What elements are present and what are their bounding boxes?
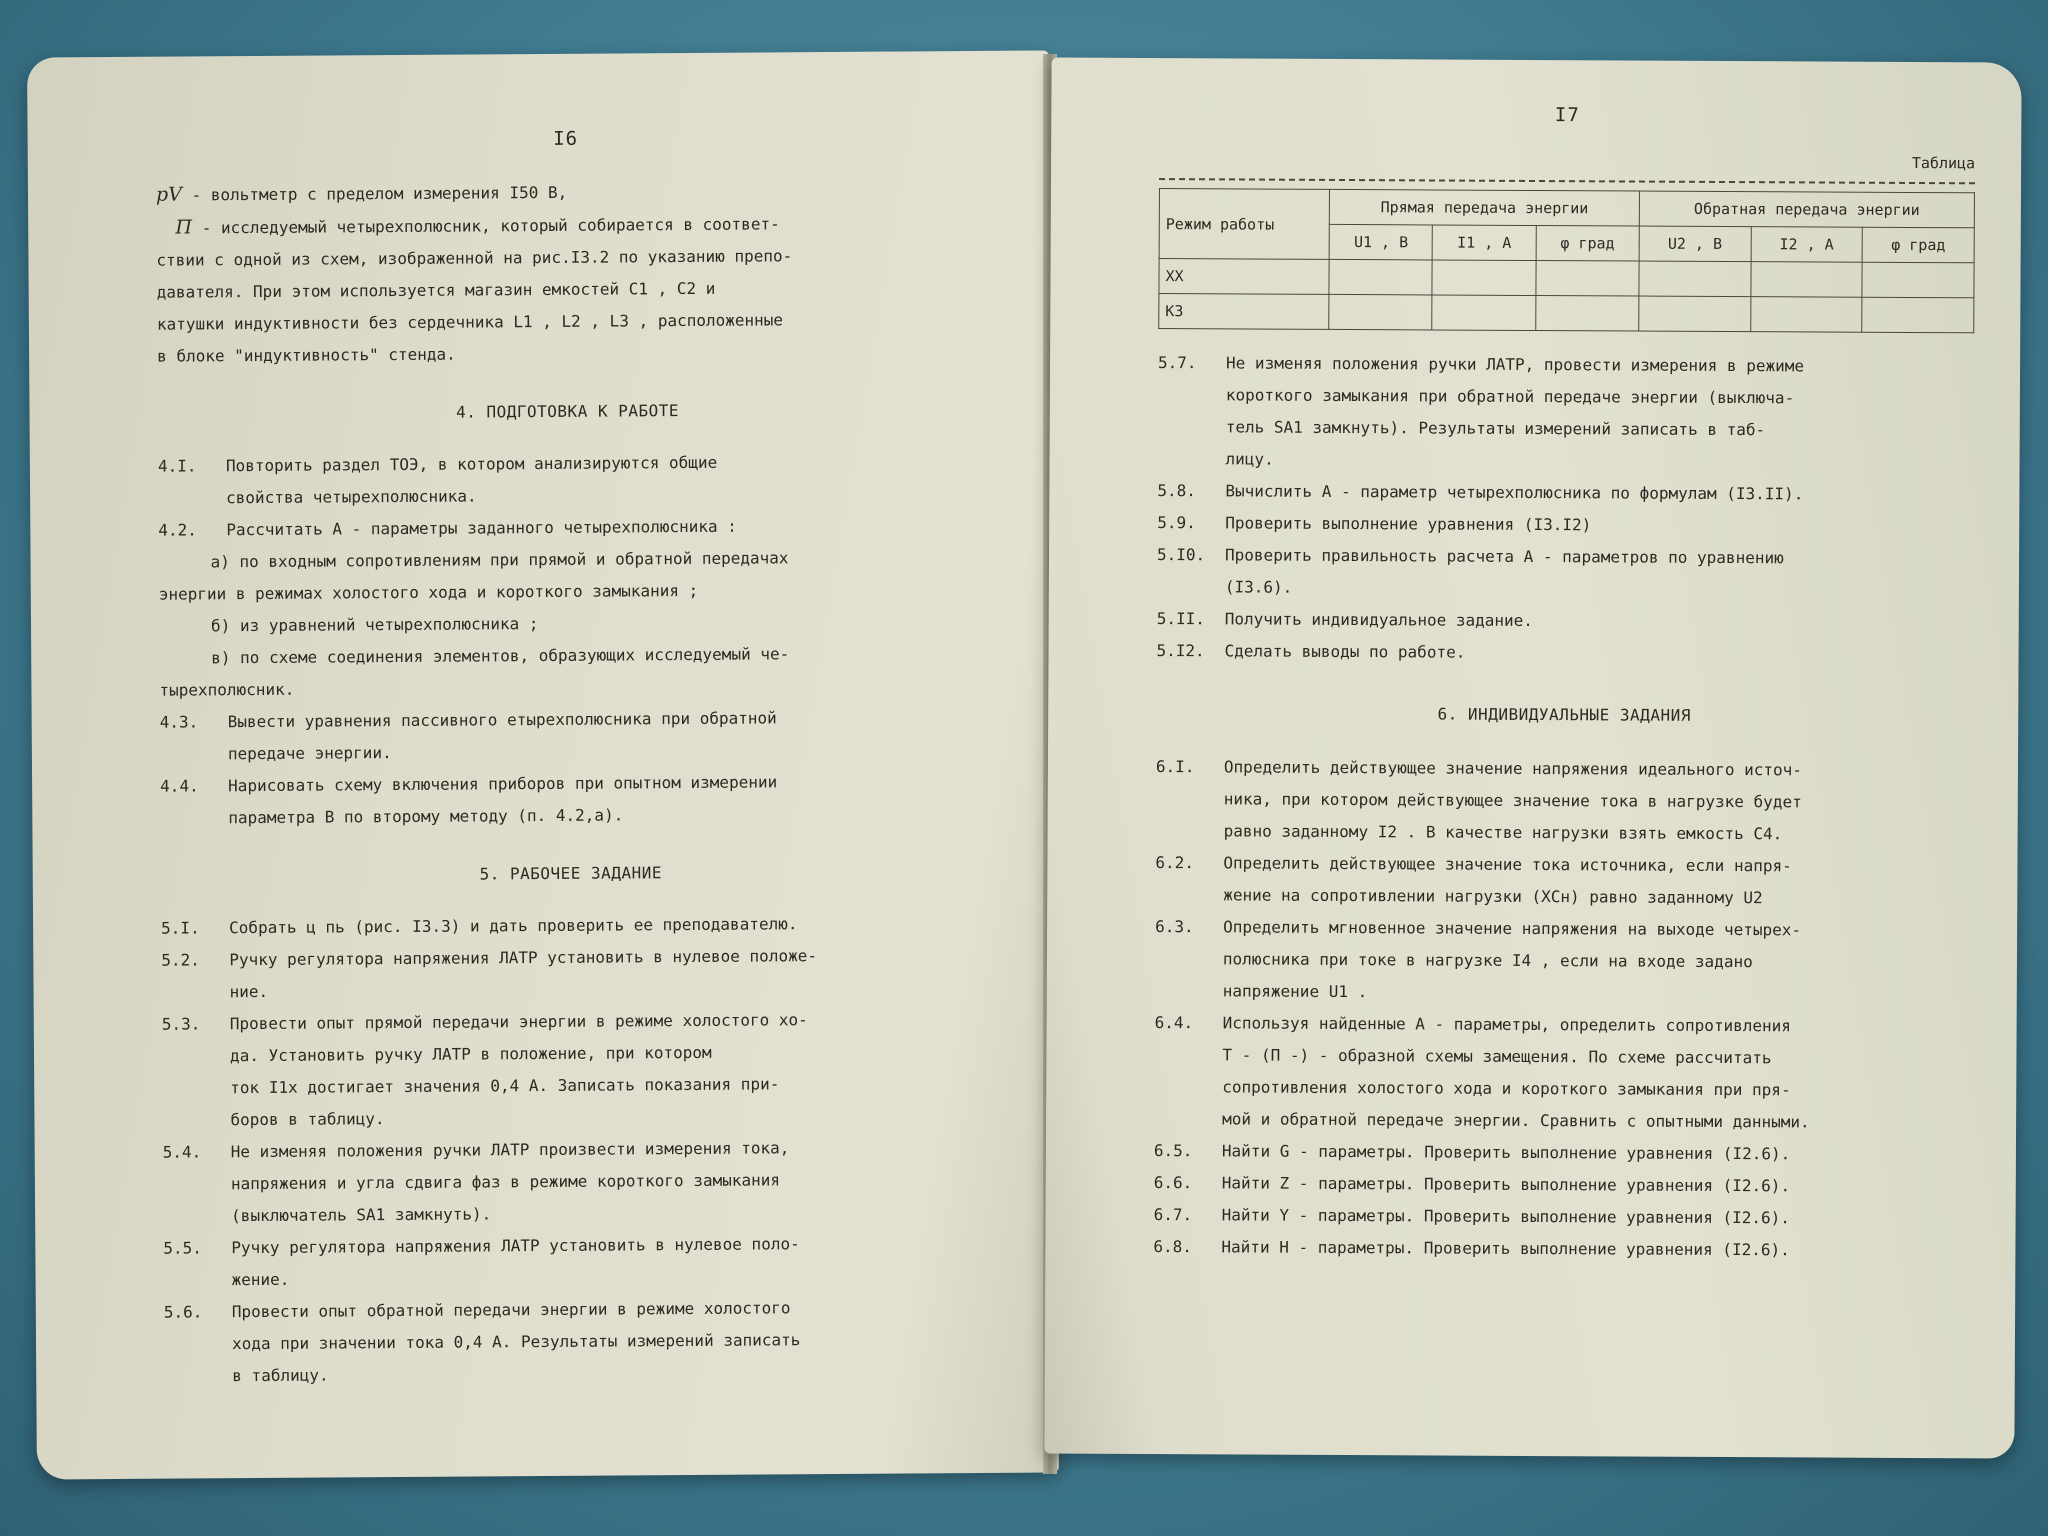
column-header: φ град xyxy=(1536,226,1639,262)
measurement-table xyxy=(1158,188,1975,333)
list-item: 4.4. Нарисовать схему включения приборов при опытном измерении xyxy=(160,772,778,796)
column-header: φ град xyxy=(1862,227,1974,263)
table-row xyxy=(1159,294,1974,333)
right-page xyxy=(1044,57,2021,1458)
list-item-continuation: напряжения и угла сдвига фаз в режиме короткого замыкания xyxy=(230,1170,781,1194)
intro-block xyxy=(156,173,977,373)
list-item-continuation: (I3.6). xyxy=(1224,577,1293,597)
list-item-continuation: жение. xyxy=(231,1269,290,1290)
list-item: 6.8. Найти H - параметры. Проверить выполнение уравнения (I2.6). xyxy=(1153,1237,1790,1260)
table-cell xyxy=(1862,262,1974,298)
list-item: 5.I. Собрать ц пь (рис. I3.3) и дать проверить ее преподавателю. xyxy=(161,914,798,938)
list-item-continuation: боров в таблицу. xyxy=(230,1109,385,1130)
intro-line: давателя. При этом используется магазин емкостей C1 , C2 и xyxy=(156,278,716,302)
list-item-continuation: да. Установить ручку ЛАТР в положение, при котором xyxy=(229,1042,712,1066)
table-cell xyxy=(1536,261,1639,297)
intro-line: pV - вольтметр с пределом измерения I50 В, xyxy=(155,182,568,206)
list-item: 5.3. Провести опыт прямой передачи энергии в режиме холостого хо- xyxy=(161,1010,808,1034)
list-item: 5.2. Ручку регулятора напряжения ЛАТР установить в нулевое положе- xyxy=(161,946,818,970)
reverse-group-header: Обратная передача энергии xyxy=(1639,191,1974,228)
section-5-continued-list xyxy=(1156,347,1974,671)
list-item: 6.3. Определить мгновенное значение напряжения на выходе четырех- xyxy=(1155,917,1802,940)
list-item-continuation: (выключатель SA1 замкнуть). xyxy=(231,1204,492,1226)
measurement-table-wrap xyxy=(1158,178,1975,333)
page-number-right: I7 xyxy=(1554,104,1580,127)
list-item: 4.I. Повторить раздел ТОЭ, в котором анализируются общие xyxy=(157,452,718,476)
table-cell xyxy=(1639,261,1751,297)
list-item-continuation: параметра B по второму методу (п. 4.2,а). xyxy=(228,805,624,828)
table-caption: Таблица xyxy=(1911,153,1976,173)
mode-header: Режим работы xyxy=(1159,189,1330,260)
table-cell xyxy=(1432,295,1535,331)
list-item-continuation: сопротивления холостого хода и короткого замыкания при пря- xyxy=(1222,1077,1791,1100)
list-item: 6.5. Найти G - параметры. Проверить выполнение уравнения (I2.6). xyxy=(1153,1141,1791,1164)
list-item-continuation: энергии в режимах холостого хода и короткого замыкания ; xyxy=(158,580,699,604)
list-item-continuation: лицу. xyxy=(1225,449,1274,469)
table-cell xyxy=(1535,296,1638,332)
list-item: 5.I0. Проверить правильность расчета A - параметров по уравнению xyxy=(1157,545,1784,568)
table-rule xyxy=(1159,178,1975,184)
section-6-list xyxy=(1153,751,1972,1267)
section-4-heading: 4. ПОДГОТОВКА К РАБОТЕ xyxy=(455,401,680,422)
table-cell xyxy=(1862,297,1974,333)
list-item: 5.9. Проверить выполнение уравнения (I3.I2) xyxy=(1157,513,1592,535)
section-6-heading: 6. ИНДИВИДУАЛЬНЫЕ ЗАДАНИЯ xyxy=(1437,704,1691,725)
intro-line: ствии с одной из схем, изображенной на рис.I3.2 по указанию препо- xyxy=(156,246,793,270)
list-item-continuation: ние. xyxy=(229,981,269,1002)
list-item: 6.7. Найти Y - параметры. Проверить выполнение уравнения (I2.6). xyxy=(1153,1205,1790,1228)
list-item: 5.II. Получить индивидуальное задание. xyxy=(1156,609,1534,630)
table-cell xyxy=(1432,260,1535,296)
row-label: КЗ xyxy=(1159,294,1329,330)
list-item-continuation: жение на сопротивлении нагрузки (XCн) равно заданному U2 xyxy=(1223,885,1763,908)
list-item-continuation: ток I1x достигает значения 0,4 А. Записать показания при- xyxy=(230,1074,780,1098)
forward-group-header: Прямая передача энергии xyxy=(1330,189,1640,226)
list-item: 5.I2. Сделать выводы по работе. xyxy=(1156,641,1466,662)
list-item: 6.I. Определить действующее значение напряжения идеального источ- xyxy=(1155,757,1802,780)
list-item: 5.5. Ручку регулятора напряжения ЛАТР установить в нулевое поло- xyxy=(163,1234,800,1258)
list-item-continuation: передаче энергии. xyxy=(227,743,392,764)
list-item: 5.4. Не изменяя положения ручки ЛАТР произвести измерения тока, xyxy=(162,1138,790,1162)
table-cell xyxy=(1329,294,1432,330)
list-item: 5.7. Не изменяя положения ручки ЛАТР, провести измерения в режиме xyxy=(1158,353,1805,376)
list-item: 5.6. Провести опыт обратной передачи энергии в режиме холостого xyxy=(163,1298,791,1322)
list-item: 5.8. Вычислить A - параметр четырехполюсника по формулам (I3.II). xyxy=(1157,481,1804,504)
table-cell xyxy=(1639,296,1751,332)
list-item: 4.2. Рассчитать A - параметры заданного четырехполюсника : xyxy=(158,516,737,540)
table-header-row xyxy=(1159,189,1974,228)
list-item-continuation: равно заданному I2 . В качестве нагрузки взять емкость C4. xyxy=(1223,821,1783,844)
table-cell xyxy=(1750,297,1862,333)
list-item-continuation: полюсника при токе в нагрузке I4 , если на входе задано xyxy=(1222,949,1753,972)
page-number-left: I6 xyxy=(553,127,579,150)
left-page xyxy=(27,50,1059,1479)
list-item-continuation: короткого замыкания при обратной передаче энергии (выключа- xyxy=(1225,385,1795,408)
list-item: 6.4. Используя найденные A - параметры, определить сопротивления xyxy=(1154,1013,1791,1036)
list-item-continuation: свойства четырехполюсника. xyxy=(226,486,477,508)
intro-line: П - исследуемый четырехполюсник, который собирается в соответ- xyxy=(175,214,780,239)
list-item-continuation: Т - (П -) - образной схемы замещения. По схеме рассчитать xyxy=(1222,1045,1772,1068)
row-label: XX xyxy=(1159,259,1329,295)
section-5-list xyxy=(161,907,984,1393)
list-subitem: а) по входным сопротивлениям при прямой и обратной передачах xyxy=(210,548,789,572)
list-subitem: б) из уравнений четырехполюсника ; xyxy=(210,614,539,636)
intro-line: в блоке "индуктивность" стенда. xyxy=(157,344,456,366)
column-header: I1 , A xyxy=(1433,225,1536,261)
table-row xyxy=(1159,259,1974,298)
list-item: 6.6. Найти Z - параметры. Проверить выполнение уравнения (I2.6). xyxy=(1153,1173,1791,1196)
list-subitem: в) по схеме соединения элементов, образующих исследуемый че- xyxy=(211,644,790,668)
section-4-list xyxy=(158,445,981,835)
list-item: 4.3. Вывести уравнения пассивного етырехполюсника при обратной xyxy=(159,708,777,732)
list-item-continuation: мой и обратной передаче энергии. Сравнить с опытными данными. xyxy=(1222,1109,1810,1132)
intro-line: катушки индуктивности без сердечника L1 , L2 , L3 , расположенные xyxy=(156,310,784,334)
list-item: 6.2. Определить действующее значение тока источника, если напря- xyxy=(1155,853,1792,876)
table-cell xyxy=(1751,262,1863,298)
list-item-continuation: ника, при котором действующее значение тока в нагрузке будет xyxy=(1223,789,1802,812)
table-cell xyxy=(1329,259,1432,295)
column-header: U1 , B xyxy=(1329,224,1432,260)
list-item-continuation: тырехполюсник. xyxy=(159,679,295,700)
column-header: I2 , A xyxy=(1751,227,1863,263)
list-item-continuation: хода при значении тока 0,4 А. Результаты измерений записать xyxy=(231,1330,801,1354)
column-header: U2 , B xyxy=(1639,226,1751,262)
list-item-continuation: напряжение U1 . xyxy=(1222,981,1368,1002)
section-5-heading: 5. РАБОЧЕЕ ЗАДАНИЕ xyxy=(479,863,663,884)
list-item-continuation: в таблицу. xyxy=(232,1365,329,1386)
list-item-continuation: тель SA1 замкнуть). Результаты измерений записать в таб- xyxy=(1225,417,1766,440)
